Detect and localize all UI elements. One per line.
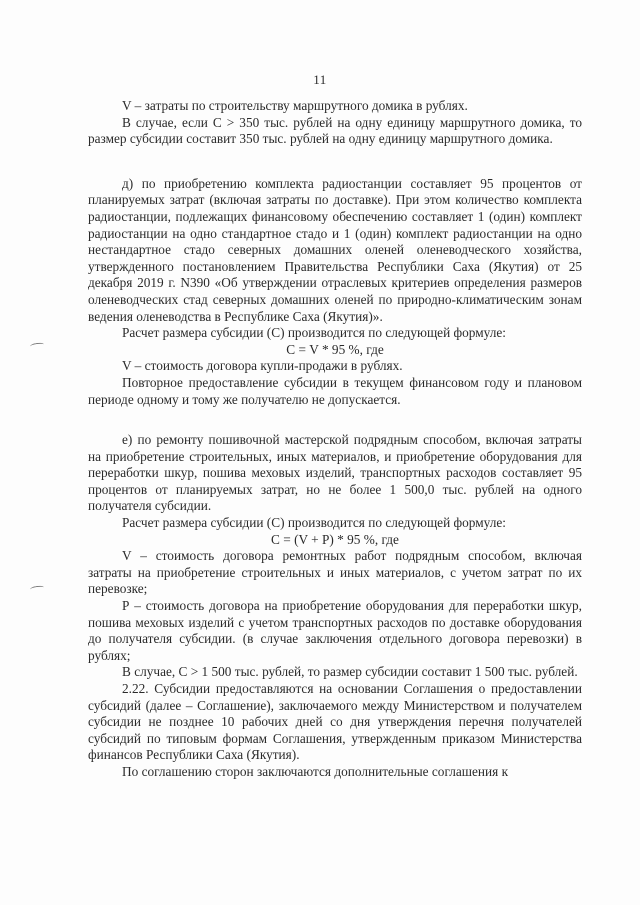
paragraph: В случае, С > 1 500 тыс. рублей, то размер субсидии составит 1 500 тыс. рублей. bbox=[122, 664, 578, 680]
margin-mark bbox=[30, 342, 45, 349]
paragraph-gap bbox=[88, 148, 582, 176]
paragraph: V – затраты по строительству маршрутного домика в рублях. bbox=[122, 98, 468, 113]
paragraph: Р – стоимость договора на приобретение оборудования для переработки шкур, пошива меховых изделий с учетом транспортных расходов по доставке оборудования до получателя субсидии. (в случае заключения отдельного договора перевозки) в рублях; bbox=[88, 598, 582, 663]
paragraph: V – стоимость договора купли-продажи в рублях. bbox=[122, 358, 403, 374]
paragraph: е) по ремонту пошивочной мастерской подрядным способом, включая затраты на приобретение строительных, иных материалов, и приобретение оборудования для переработки шкур, пошива меховых изделий, транспортных расходов составляет 95 процентов от планируемых затрат, но не более 1 500,0 тыс. рублей на одного получателя субсидии. bbox=[88, 432, 582, 514]
formula: С = V * 95 %, где bbox=[286, 341, 384, 357]
paragraph-gap bbox=[88, 408, 582, 432]
formula: С = (V + P) * 95 %, где bbox=[271, 531, 399, 547]
paragraph: По соглашению сторон заключаются дополнительные соглашения к bbox=[122, 763, 509, 779]
paragraph: Расчет размера субсидии (С) производится по следующей формуле: bbox=[122, 515, 506, 531]
paragraph: V – стоимость договора ремонтных работ подрядным способом, включая затраты на приобретение строительных и иных материалов, с учетом затрат по их перевозке; bbox=[88, 548, 582, 597]
page-number: 11 bbox=[313, 72, 327, 87]
paragraph: д) по приобретению комплекта радиостанции составляет 95 процентов от планируемых затрат (включая затраты по доставке). При этом количество комплекта радиостанции, подлежащих финансовому обеспечению составляет 1 (один) комплект радиостанции на одно стандартное стадо и 1 (один) комплект радиостанции на одно нестандартное стадо северных домашних оленей оленеводческого хозяйства, утвержденного постановлением Правительства Республики Саха (Якутия) от 25 декабря 2019 г. N390 «Об утверждении отраслевых критериев определения размеров оленеводческих стад северных домашних оленей по природно-климатическим зонам ведения оленеводства в Республике Саха (Якутия)». bbox=[88, 175, 582, 324]
paragraph: В случае, если С > 350 тыс. рублей на одну единицу маршрутного домика, то размер субсидии составит 350 тыс. рублей на одну единицу маршрутного домика. bbox=[88, 114, 582, 147]
margin-mark bbox=[30, 585, 45, 592]
paragraph: Повторное предоставление субсидии в текущем финансовом году и плановом периоде одному и тому же получателю не допускается. bbox=[88, 374, 582, 407]
paragraph: 2.22. Субсидии предоставляются на основании Соглашения о предоставлении субсидий (далее – Соглашение), заключаемого между Министерством и получателем субсидии не позднее 10 рабочих дней со дня утверждения перечня получателей субсидий по типовым формам Соглашения, утвержденным приказом Министерства финансов Республики Саха (Якутия). bbox=[88, 681, 582, 763]
document-body bbox=[88, 98, 582, 781]
paragraph: Расчет размера субсидии (С) производится по следующей формуле: bbox=[122, 325, 506, 341]
